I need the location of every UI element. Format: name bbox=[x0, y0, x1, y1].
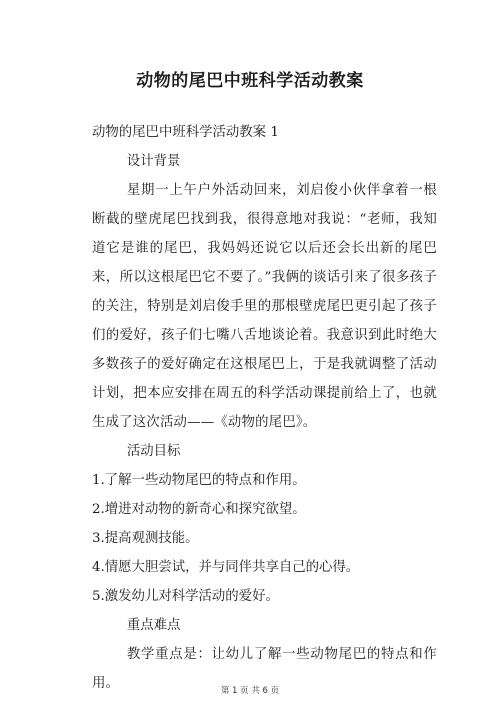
background-paragraph: 星期一上午户外活动回来，刘启俊小伙伴拿着一根断截的壁虎尾巴找到我，很得意地对我说：“老师，我知道它是谁的尾巴，我妈妈还说它以后还会长出新的尾巴来，所以这根尾巴它不要了。”我俩的谈话引来了很多孩子的关注，特别是刘启俊手里的那根壁虎尾巴更引起了孩子们的爱好，孩子们七嘴八舌地谈论着。我意识到此时绝大多数孩子的爱好确定在这根尾巴上，于是我就调整了活动计划，把本应安排在周五的科学活动课提前给上了，也就生成了这次活动——《动物的尾巴》。 bbox=[92, 183, 437, 430]
key-points-paragraph: 教学重点是：让幼儿了解一些动物尾巴的特点和作用。 bbox=[92, 647, 437, 691]
document-subtitle: 动物的尾巴中班科学活动教案 1 bbox=[92, 125, 279, 140]
section-heading-key-points: 重点难点 bbox=[126, 618, 181, 633]
goal-item: 4.情愿大胆尝试，并与同伴共享自己的心得。 bbox=[92, 560, 360, 575]
section-heading-goals: 活动目标 bbox=[126, 444, 181, 459]
goal-item: 3.提高观测技能。 bbox=[92, 531, 199, 546]
page-title: 动物的尾巴中班科学活动教案 bbox=[136, 71, 364, 91]
page-number-footer: 第 1 页 共 6 页 bbox=[220, 686, 280, 696]
goal-item: 5.激发幼儿对科学活动的爱好。 bbox=[92, 589, 279, 604]
document-body bbox=[92, 118, 437, 698]
section-heading-background: 设计背景 bbox=[126, 154, 181, 169]
goal-item: 1.了解一些动物尾巴的特点和作用。 bbox=[92, 473, 306, 488]
goal-item: 2.增进对动物的新奇心和探究欲望。 bbox=[92, 502, 306, 517]
